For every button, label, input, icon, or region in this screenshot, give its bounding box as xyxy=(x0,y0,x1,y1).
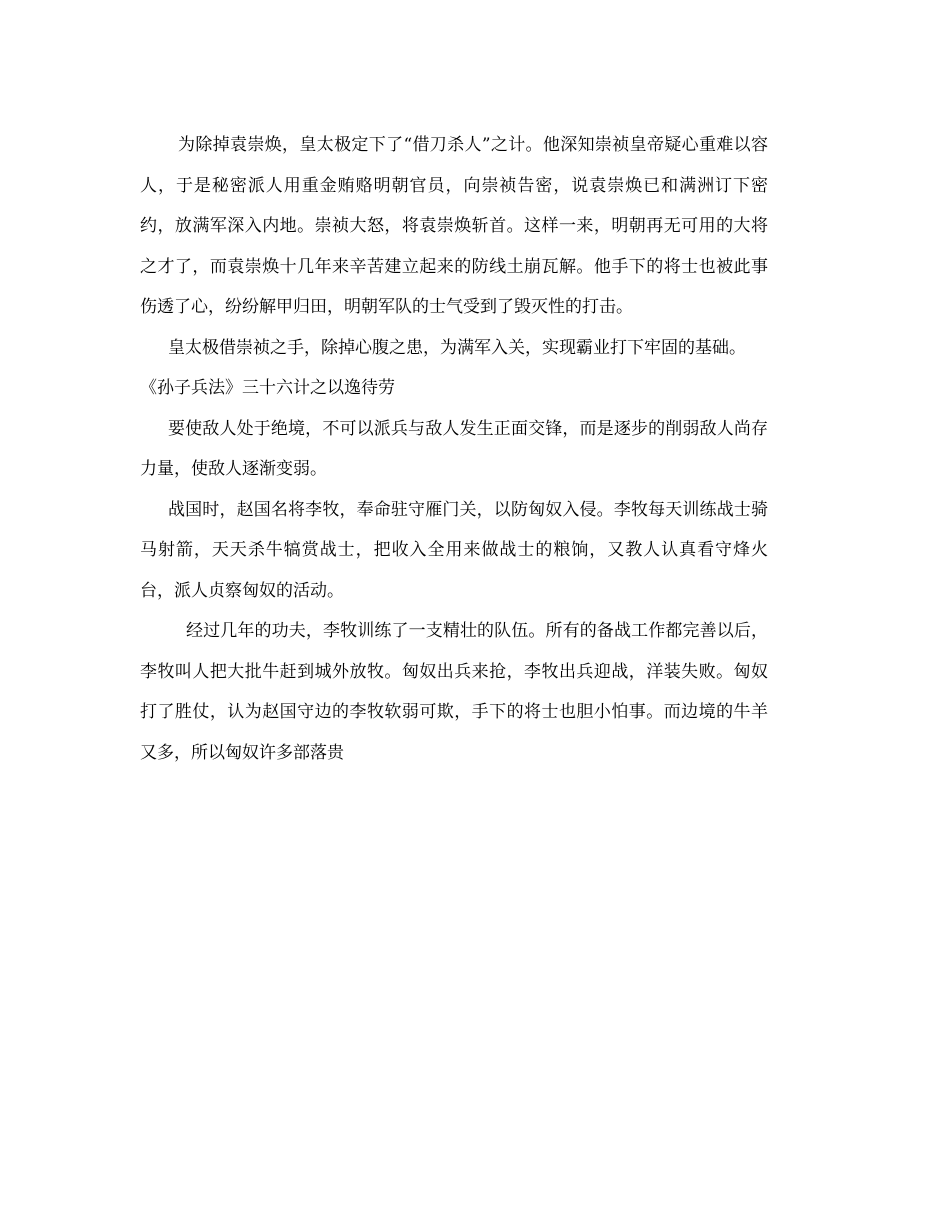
section-heading: 《孙子兵法》三十六计之以逸待劳 xyxy=(140,378,395,398)
paragraph-li-mu-training: 战国时，赵国名将李牧，奉命驻守雁门关，以防匈奴入侵。李牧每天训练战士骑马射箭，天天杀牛犒赏战士，把收入全用来做战士的粮饷，又教人认真看守烽火台，派人贞察匈奴的活动。 xyxy=(140,499,768,601)
document-body xyxy=(140,125,768,773)
paragraph-li-mu-ruse: 经过几年的功夫，李牧训练了一支精壮的队伍。所有的备战工作都完善以后，李牧叫人把大批牛赶到城外放牧。匈奴出兵来抢，李牧出兵迎战，洋装失败。匈奴打了胜仗，认为赵国守边的李牧软弱可欺，手下的将士也胆小怕事。而边境的牛羊又多，所以匈奴许多部落贵 xyxy=(140,621,768,763)
paragraph-huang-taiji-summary: 皇太极借崇祯之手，除掉心腹之患，为满军入关，实现霸业打下牢固的基础。 xyxy=(168,337,746,358)
paragraph-huang-taiji-plan: 为除掉袁崇焕，皇太极定下了“借刀杀人”之计。他深知崇祯皇帝疑心重难以容人，于是秘密派人用重金贿赂明朝官员，向崇祯告密，说袁崇焕已和满洲订下密约，放满军深入内地。崇祯大怒，将袁崇焕斩首。这样一来，明朝再无可用的大将之才了，而袁崇焕十几年来辛苦建立起来的防线土崩瓦解。他手下的将士也被此事伤透了心，纷纷解甲归田，明朝军队的士气受到了毁灭性的打击。 xyxy=(140,135,768,317)
paragraph-strategy-definition: 要使敌人处于绝境，不可以派兵与敌人发生正面交锋，而是逐步的削弱敌人尚存力量，使敌人逐渐变弱。 xyxy=(140,418,768,479)
